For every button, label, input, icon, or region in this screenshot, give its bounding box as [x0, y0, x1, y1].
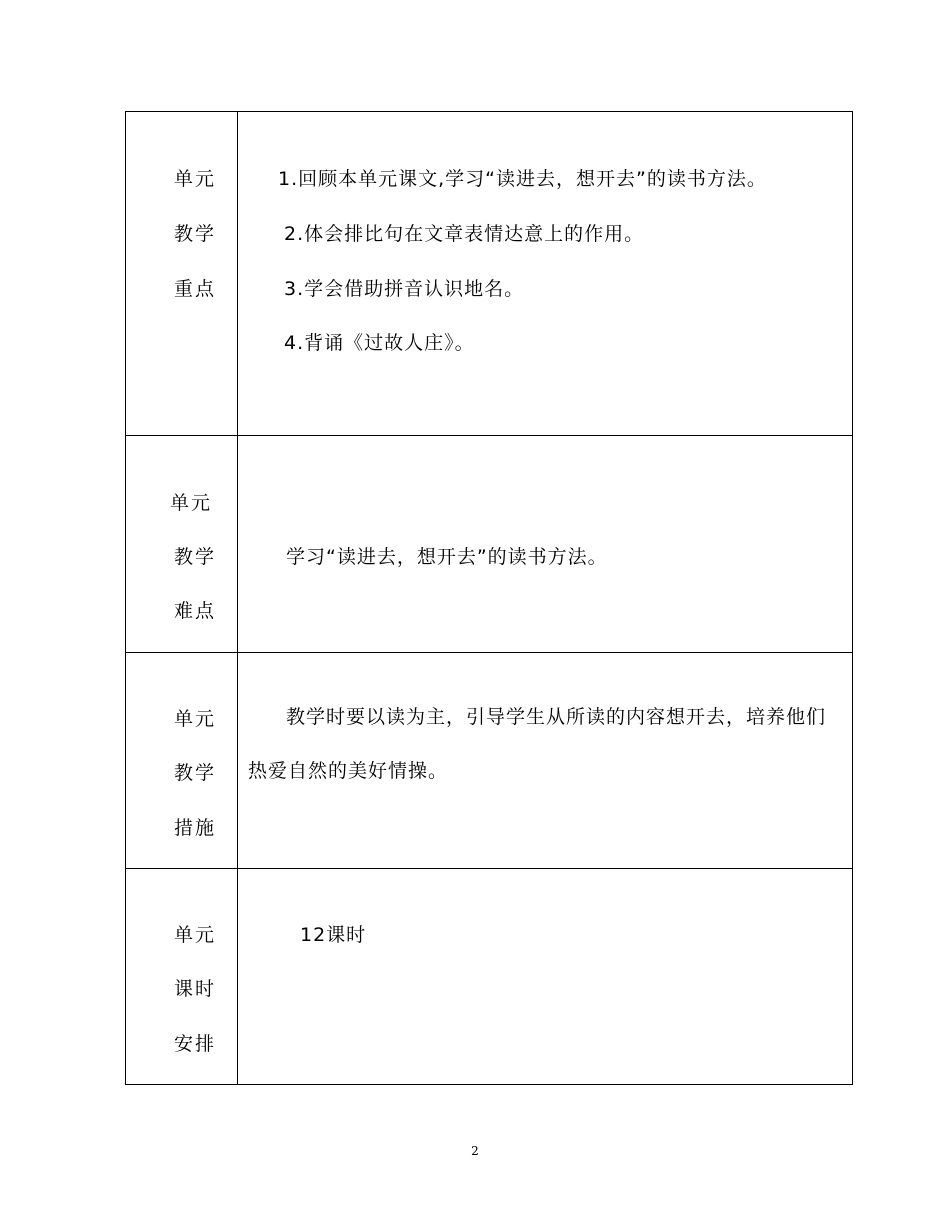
content-line: 3.学会借助拼音认识地名。	[284, 278, 525, 300]
row-label-line: 安排	[174, 1033, 217, 1055]
table-row-measures	[126, 653, 853, 869]
row-content-cell	[238, 869, 853, 1085]
row-label-line: 措施	[174, 817, 217, 839]
row-content-cell	[238, 653, 853, 869]
row-label-cell	[126, 869, 238, 1085]
row-label-line: 单元	[170, 492, 213, 514]
content-line: 1.回顾本单元课文,学习“读进去，想开去”的读书方法。	[278, 168, 767, 190]
unit-plan-table	[125, 111, 853, 1085]
content-line: 12课时	[300, 924, 367, 946]
row-label-line: 单元	[174, 708, 217, 730]
row-label-line: 教学	[174, 223, 217, 245]
row-label-cell	[126, 653, 238, 869]
content-line: 4.背诵《过故人庄》。	[284, 332, 475, 354]
row-label-line: 教学	[174, 762, 217, 784]
table-row-schedule	[126, 869, 853, 1085]
row-label-line: 单元	[174, 168, 217, 190]
content-paragraph: 教学时要以读为主，引导学生从所读的内容想开去，培养他们热爱自然的美好情操。	[248, 706, 827, 782]
row-label-line: 课时	[174, 978, 217, 1000]
row-content-cell	[238, 112, 853, 436]
row-label-line: 教学	[174, 546, 217, 568]
table-row-key-points	[126, 112, 853, 436]
content-line: 学习“读进去，想开去”的读书方法。	[286, 546, 608, 568]
page-number: 2	[471, 1144, 479, 1158]
row-label-cell	[126, 112, 238, 436]
content-line: 2.体会排比句在文章表情达意上的作用。	[284, 223, 645, 245]
table-row-difficulties	[126, 436, 853, 653]
row-content-cell	[238, 436, 853, 653]
row-label-line: 难点	[174, 600, 217, 622]
row-label-line: 重点	[174, 278, 217, 300]
row-label-cell	[126, 436, 238, 653]
row-label-line: 单元	[174, 924, 217, 946]
